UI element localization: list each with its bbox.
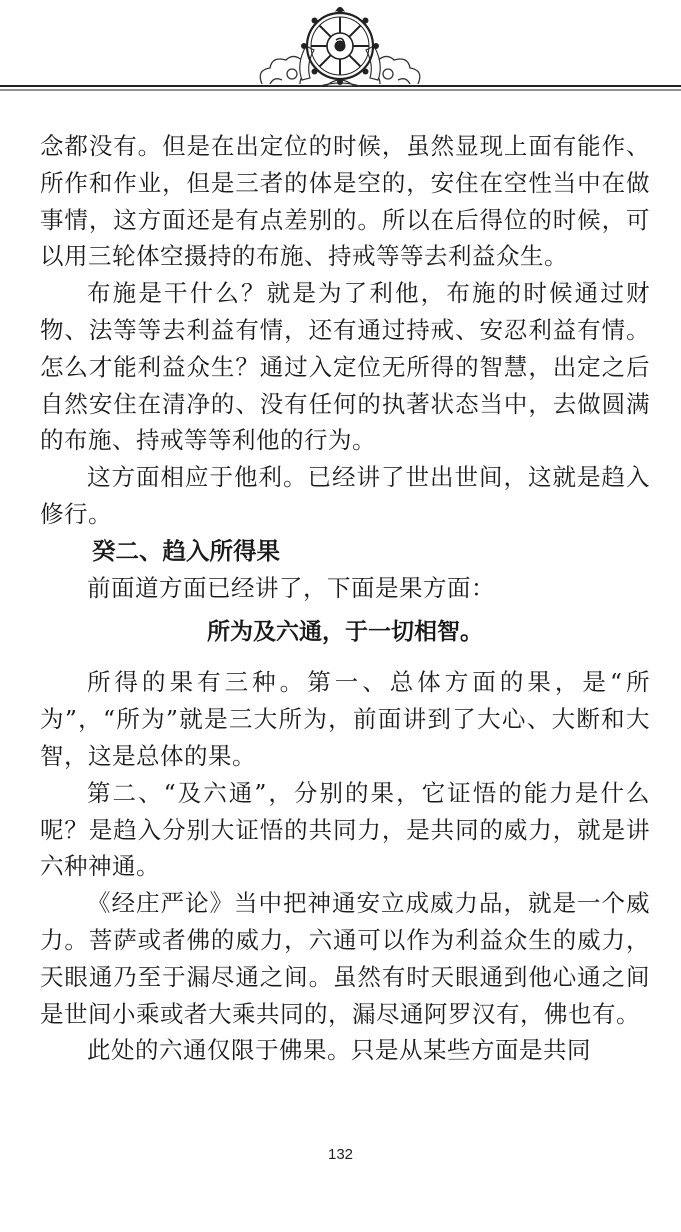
page-body — [40, 128, 650, 1069]
paragraph: 所得的果有三种。第一、总体方面的果，是“所为”，“所为”就是三大所为，前面讲到了大心、大断和大智，这是总体的果。 — [40, 668, 650, 770]
paragraph: 布施是干什么？就是为了利他，布施的时候通过财物、法等等去利益有情，还有通过持戒、安忍利益有情。怎么才能利益众生？通过入定位无所得的智慧，出定之后自然安住在清净的、没有任何的执著状态当中，去做圆满的布施、持戒等等利他的行为。 — [40, 279, 650, 455]
paragraph: 念都没有。但是在出定位的时候，虽然显现上面有能作、所作和作业，但是三者的体是空的，安住在空性当中在做事情，这方面还是有点差别的。所以在后得位的时候，可以用三轮体空摄持的布施、持戒等等去利益众生。 — [40, 132, 650, 271]
section-heading: 癸二、趋入所得果 — [92, 536, 280, 565]
verse: 所为及六通，于一切相智。 — [207, 619, 483, 646]
paragraph: 第二、“及六通”，分别的果，它证悟的能力是什么呢？是趋入分别大证悟的共同力，是共同的威力，就是讲六种神通。 — [40, 778, 650, 881]
intro-line: 前面道方面已经讲了，下面是果方面： — [87, 573, 495, 602]
page-header-ornament — [0, 0, 681, 110]
paragraph: 此处的六通仅限于佛果。只是从某些方面是共同 — [87, 1036, 591, 1065]
paragraph: 这方面相应于他利。已经讲了世出世间，这就是趋入修行。 — [40, 463, 650, 528]
page-number: 132 — [327, 1146, 354, 1163]
dharma-wheel-icon — [0, 0, 681, 110]
paragraph: 《经庄严论》当中把神通安立成威力品，就是一个威力。菩萨或者佛的威力，六通可以作为利益众生的威力，天眼通乃至于漏尽通之间。虽然有时天眼通到他心通之间是世间小乘或者大乘共同的，漏尽通阿罗汉有，佛也有。 — [40, 889, 650, 1028]
